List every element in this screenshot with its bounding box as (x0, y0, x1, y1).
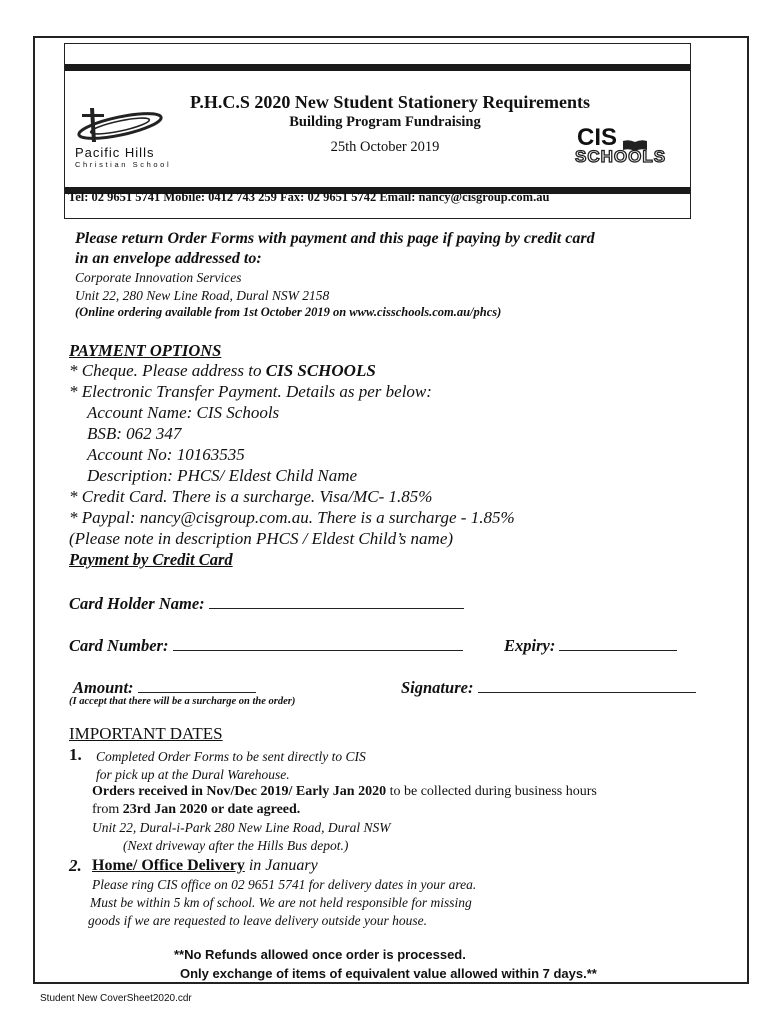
item1-from (92, 802, 300, 818)
file-name: Student New CoverSheet2020.cdr (40, 993, 192, 1004)
item2-line3: goods if we are requested to leave delivery outside your house. (88, 913, 428, 928)
surcharge-note: (I accept that there will be a surcharge on the order) (69, 696, 296, 707)
item1-line1: Completed Order Forms to be sent directly to CIS (96, 749, 366, 764)
amount-row (73, 676, 256, 698)
page-subtitle: Building Program Fundraising (289, 114, 481, 130)
paypal-option: * Paypal: nancy@cisgroup.com.au. There is a surcharge - 1.85% (69, 508, 515, 527)
account-number: Account No: 10163535 (87, 445, 245, 464)
cheque-option (69, 361, 376, 381)
description-note: (Please note in description PHCS / Eldest Child’s name) (69, 529, 454, 548)
exchange-note: Only exchange of items of equivalent value allowed within 7 days.** (180, 966, 597, 981)
card-number-label: Card Number: (69, 636, 169, 655)
amount-label: Amount: (73, 678, 134, 697)
from-date: 23rd Jan 2020 or date agreed. (122, 802, 301, 817)
expiry-row (504, 634, 677, 656)
orders-period: Orders received in Nov/Dec 2019/ Early Jan 2020 (92, 784, 387, 799)
online-ordering-note: (Online ordering available from 1st October 2019 on www.cisschools.com.au/phcs) (75, 305, 502, 319)
no-refunds-note: **No Refunds allowed once order is processed. (174, 947, 466, 962)
card-number-field[interactable] (173, 634, 463, 651)
orders-collection: to be collected during business hours (386, 784, 597, 799)
item1-line2: for pick up at the Dural Warehouse. (96, 767, 290, 782)
item2-number: 2. (69, 856, 82, 875)
header-date: 25th October 2019 (330, 139, 440, 155)
from-label: from (92, 802, 123, 817)
important-dates-heading: IMPORTANT DATES (69, 724, 223, 743)
page-title: P.H.C.S 2020 New Student Stationery Requirements (189, 92, 590, 112)
header-top-bar (65, 64, 690, 71)
signature-row (401, 676, 696, 698)
item1-number: 1. (69, 745, 82, 764)
card-number-row (69, 634, 463, 656)
school-logo-sub: Christian School (75, 160, 172, 169)
address-line2: Unit 22, 280 New Line Road, Dural NSW 2158 (75, 288, 330, 303)
cis-logo-schools: SCHOOLS (575, 147, 667, 166)
card-holder-row (69, 592, 464, 614)
bsb: BSB: 062 347 (87, 424, 182, 443)
item2-line2: Must be within 5 km of school. We are not held responsible for missing (90, 895, 472, 910)
item2-heading (92, 857, 318, 875)
home-delivery-title: Home/ Office Delivery (92, 857, 245, 874)
card-holder-label: Card Holder Name: (69, 594, 205, 613)
cheque-text: * Cheque. Please address to (69, 361, 266, 380)
address-line1: Corporate Innovation Services (75, 270, 242, 285)
payment-description: Description: PHCS/ Eldest Child Name (87, 466, 358, 485)
return-instruction-line1: Please return Order Forms with payment and this page if paying by credit card (75, 230, 595, 247)
cis-logo-text: CIS (577, 124, 618, 151)
credit-card-option: * Credit Card. There is a surcharge. Visa/MC- 1.85% (69, 487, 433, 506)
school-logo-name: Pacific Hills (75, 145, 155, 160)
account-name: Account Name: CIS Schools (87, 403, 280, 422)
return-instruction-line2: in an envelope addressed to: (75, 250, 262, 267)
expiry-label: Expiry: (504, 636, 556, 655)
credit-card-heading: Payment by Credit Card (69, 550, 233, 569)
amount-field[interactable] (138, 676, 256, 693)
contact-line: Tel: 02 9651 5741 Mobile: 0412 743 259 Fax: 02 9651 5742 Email: nancy@cisgroup.com.au (68, 190, 550, 204)
delivery-period: in January (244, 857, 318, 874)
item1-driveway: (Next driveway after the Hills Bus depot.) (123, 838, 349, 853)
payment-options-heading: PAYMENT OPTIONS (69, 341, 222, 360)
item1-address: Unit 22, Dural-i-Park 280 New Line Road, Dural NSW (92, 820, 391, 835)
cheque-payee: CIS SCHOOLS (265, 361, 376, 380)
card-holder-field[interactable] (209, 592, 464, 609)
item2-line1: Please ring CIS office on 02 9651 5741 for delivery dates in your area. (92, 877, 477, 892)
item1-orders (92, 784, 597, 800)
eft-option: * Electronic Transfer Payment. Details as per below: (69, 382, 432, 401)
signature-label: Signature: (401, 678, 474, 697)
signature-field[interactable] (478, 676, 696, 693)
expiry-field[interactable] (559, 634, 677, 651)
